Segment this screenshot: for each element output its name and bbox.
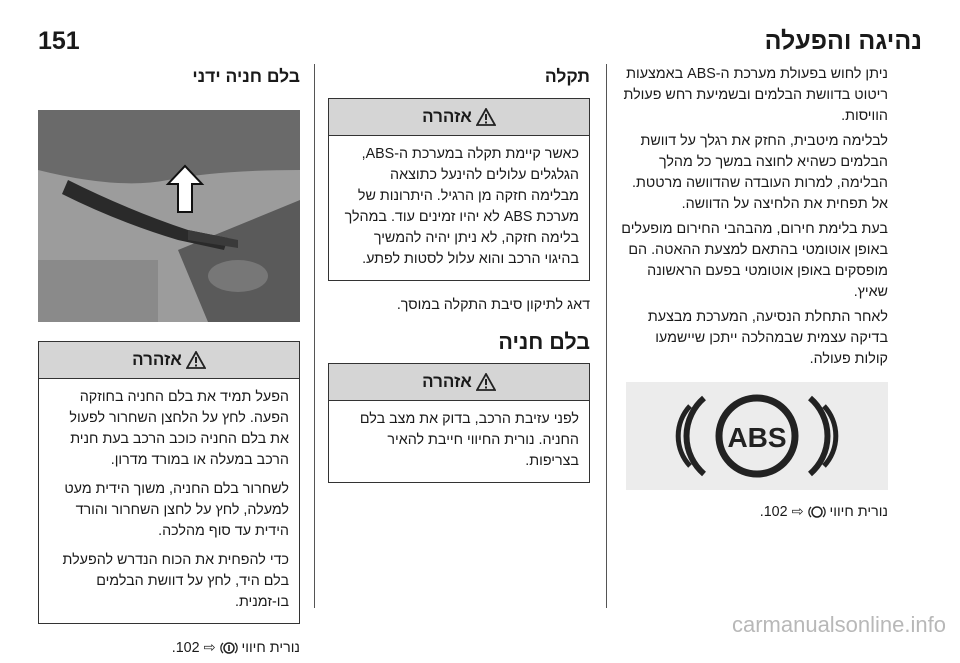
hazard-paragraph: בעת בלימת חירום, מהבהבי החירום מופעלים באופן אוטומטי בהתאם למצעת ההאטה. הם מופסקים באופן אוטומטי בפעם הראשונה שאיץ. bbox=[621, 221, 888, 300]
warning-paragraph: לשחרור בלם החניה, משוך הידית מעט למעלה, לחץ על לחצן השחרור והורד הידית עד סוף מהלכה. bbox=[64, 481, 289, 539]
watermark: carmanualsonline.info bbox=[731, 612, 946, 637]
reference-text: נורית חיווי bbox=[829, 504, 888, 520]
reference-page[interactable]: 102 bbox=[175, 640, 200, 656]
arrow-icon: ⇨ bbox=[203, 640, 216, 656]
page-number: 151 bbox=[38, 26, 80, 55]
warning-body bbox=[39, 379, 299, 623]
warning-header bbox=[329, 99, 589, 136]
page-header bbox=[38, 24, 922, 58]
indicator-reference: נורית חיווי ⇨ 102. bbox=[759, 504, 888, 520]
hand-brake-warning-box bbox=[38, 341, 300, 624]
warning-triangle-icon bbox=[476, 373, 496, 391]
fault-warning-box bbox=[328, 98, 590, 281]
fault-repair-paragraph: דאג לתיקון סיבת התקלה במוסך. bbox=[396, 297, 590, 313]
abs-small-icon bbox=[808, 505, 826, 519]
reference-page[interactable]: 102 bbox=[763, 504, 788, 520]
arrow-icon: ⇨ bbox=[791, 504, 804, 520]
warning-header bbox=[39, 342, 299, 379]
hand-brake-heading: בלם חניה ידני bbox=[192, 66, 300, 86]
parking-warning-box bbox=[328, 363, 590, 483]
warning-title: אזהרה bbox=[422, 372, 472, 391]
warning-title: אזהרה bbox=[422, 107, 472, 126]
column-divider bbox=[606, 64, 607, 608]
warning-body: כאשר קיימת תקלה במערכת ה-ABS, הגלגלים עלולים להינעל כתוצאה מבלימה חזקה מן הרגיל. היתרונות של מערכת ABS לא יהיו זמינים עוד. במהלך בלימה חזקה, לא ניתן יהיה להמשיך בהיגוי הרכב והוא עלול לסטות לפתע. bbox=[344, 146, 579, 267]
abs-warning-icon bbox=[662, 386, 852, 486]
handbrake-photo bbox=[38, 110, 300, 322]
parking-brake-heading: בלם חניה bbox=[498, 330, 590, 354]
warning-triangle-icon bbox=[476, 108, 496, 126]
warning-title: אזהרה bbox=[132, 350, 182, 369]
reference-text: נורית חיווי bbox=[241, 640, 300, 656]
column-divider bbox=[314, 64, 315, 608]
fault-heading: תקלה bbox=[544, 66, 590, 86]
warning-paragraph: כדי להפחית את הכוח הנדרש להפעלת בלם היד, לחץ על דוושת הבלמים בו-זמנית. bbox=[62, 552, 289, 610]
warning-header bbox=[329, 364, 589, 401]
page-title: נהיגה והפעלה bbox=[764, 26, 922, 55]
warning-paragraph: הפעל תמיד את בלם החניה בחוזקה הפעה. לחץ על הלחצן השחרור לפעול את בלם החניה כוכב הרכב בעת חנית הרכב במעלה או במורד מדרון. bbox=[69, 389, 289, 468]
warning-body: לפני עזיבת הרכב, בדוק את מצב בלם החניה. נורית החיווי חייבת להאיר בצריפות. bbox=[359, 411, 579, 469]
indicator-reference: נורית חיווי ⇨ 102. bbox=[171, 640, 300, 656]
abs-intro-paragraph: ניתן לחוש בפעולת מערכת ה-ABS באמצעות ריטוט בדוושת הבלמים ובשמיעת רחש פעולת הוויסות. bbox=[623, 66, 888, 124]
brake-small-icon bbox=[220, 641, 238, 655]
warning-triangle-icon bbox=[186, 351, 206, 369]
left-column bbox=[38, 64, 300, 663]
right-column bbox=[618, 64, 888, 527]
middle-column bbox=[328, 64, 590, 497]
selftest-paragraph: לאחר התחלת הנסיעה, המערכת מבצעת בדיקה עצמית שבמהלכה ייתכן שיישמעו קולות פעולה. bbox=[647, 309, 888, 367]
braking-paragraph: לבלימה מיטבית, החזק את רגלך על דוושת הבלמים כשהיא לחוצה במשך כל מהלך הבלימה, למרות העובדה שהדוושה מרטטת. אל תפחית את הלחיצה על הדוושה. bbox=[632, 133, 888, 212]
abs-illustration bbox=[626, 382, 888, 490]
abs-icon-label: ABS bbox=[727, 422, 787, 453]
